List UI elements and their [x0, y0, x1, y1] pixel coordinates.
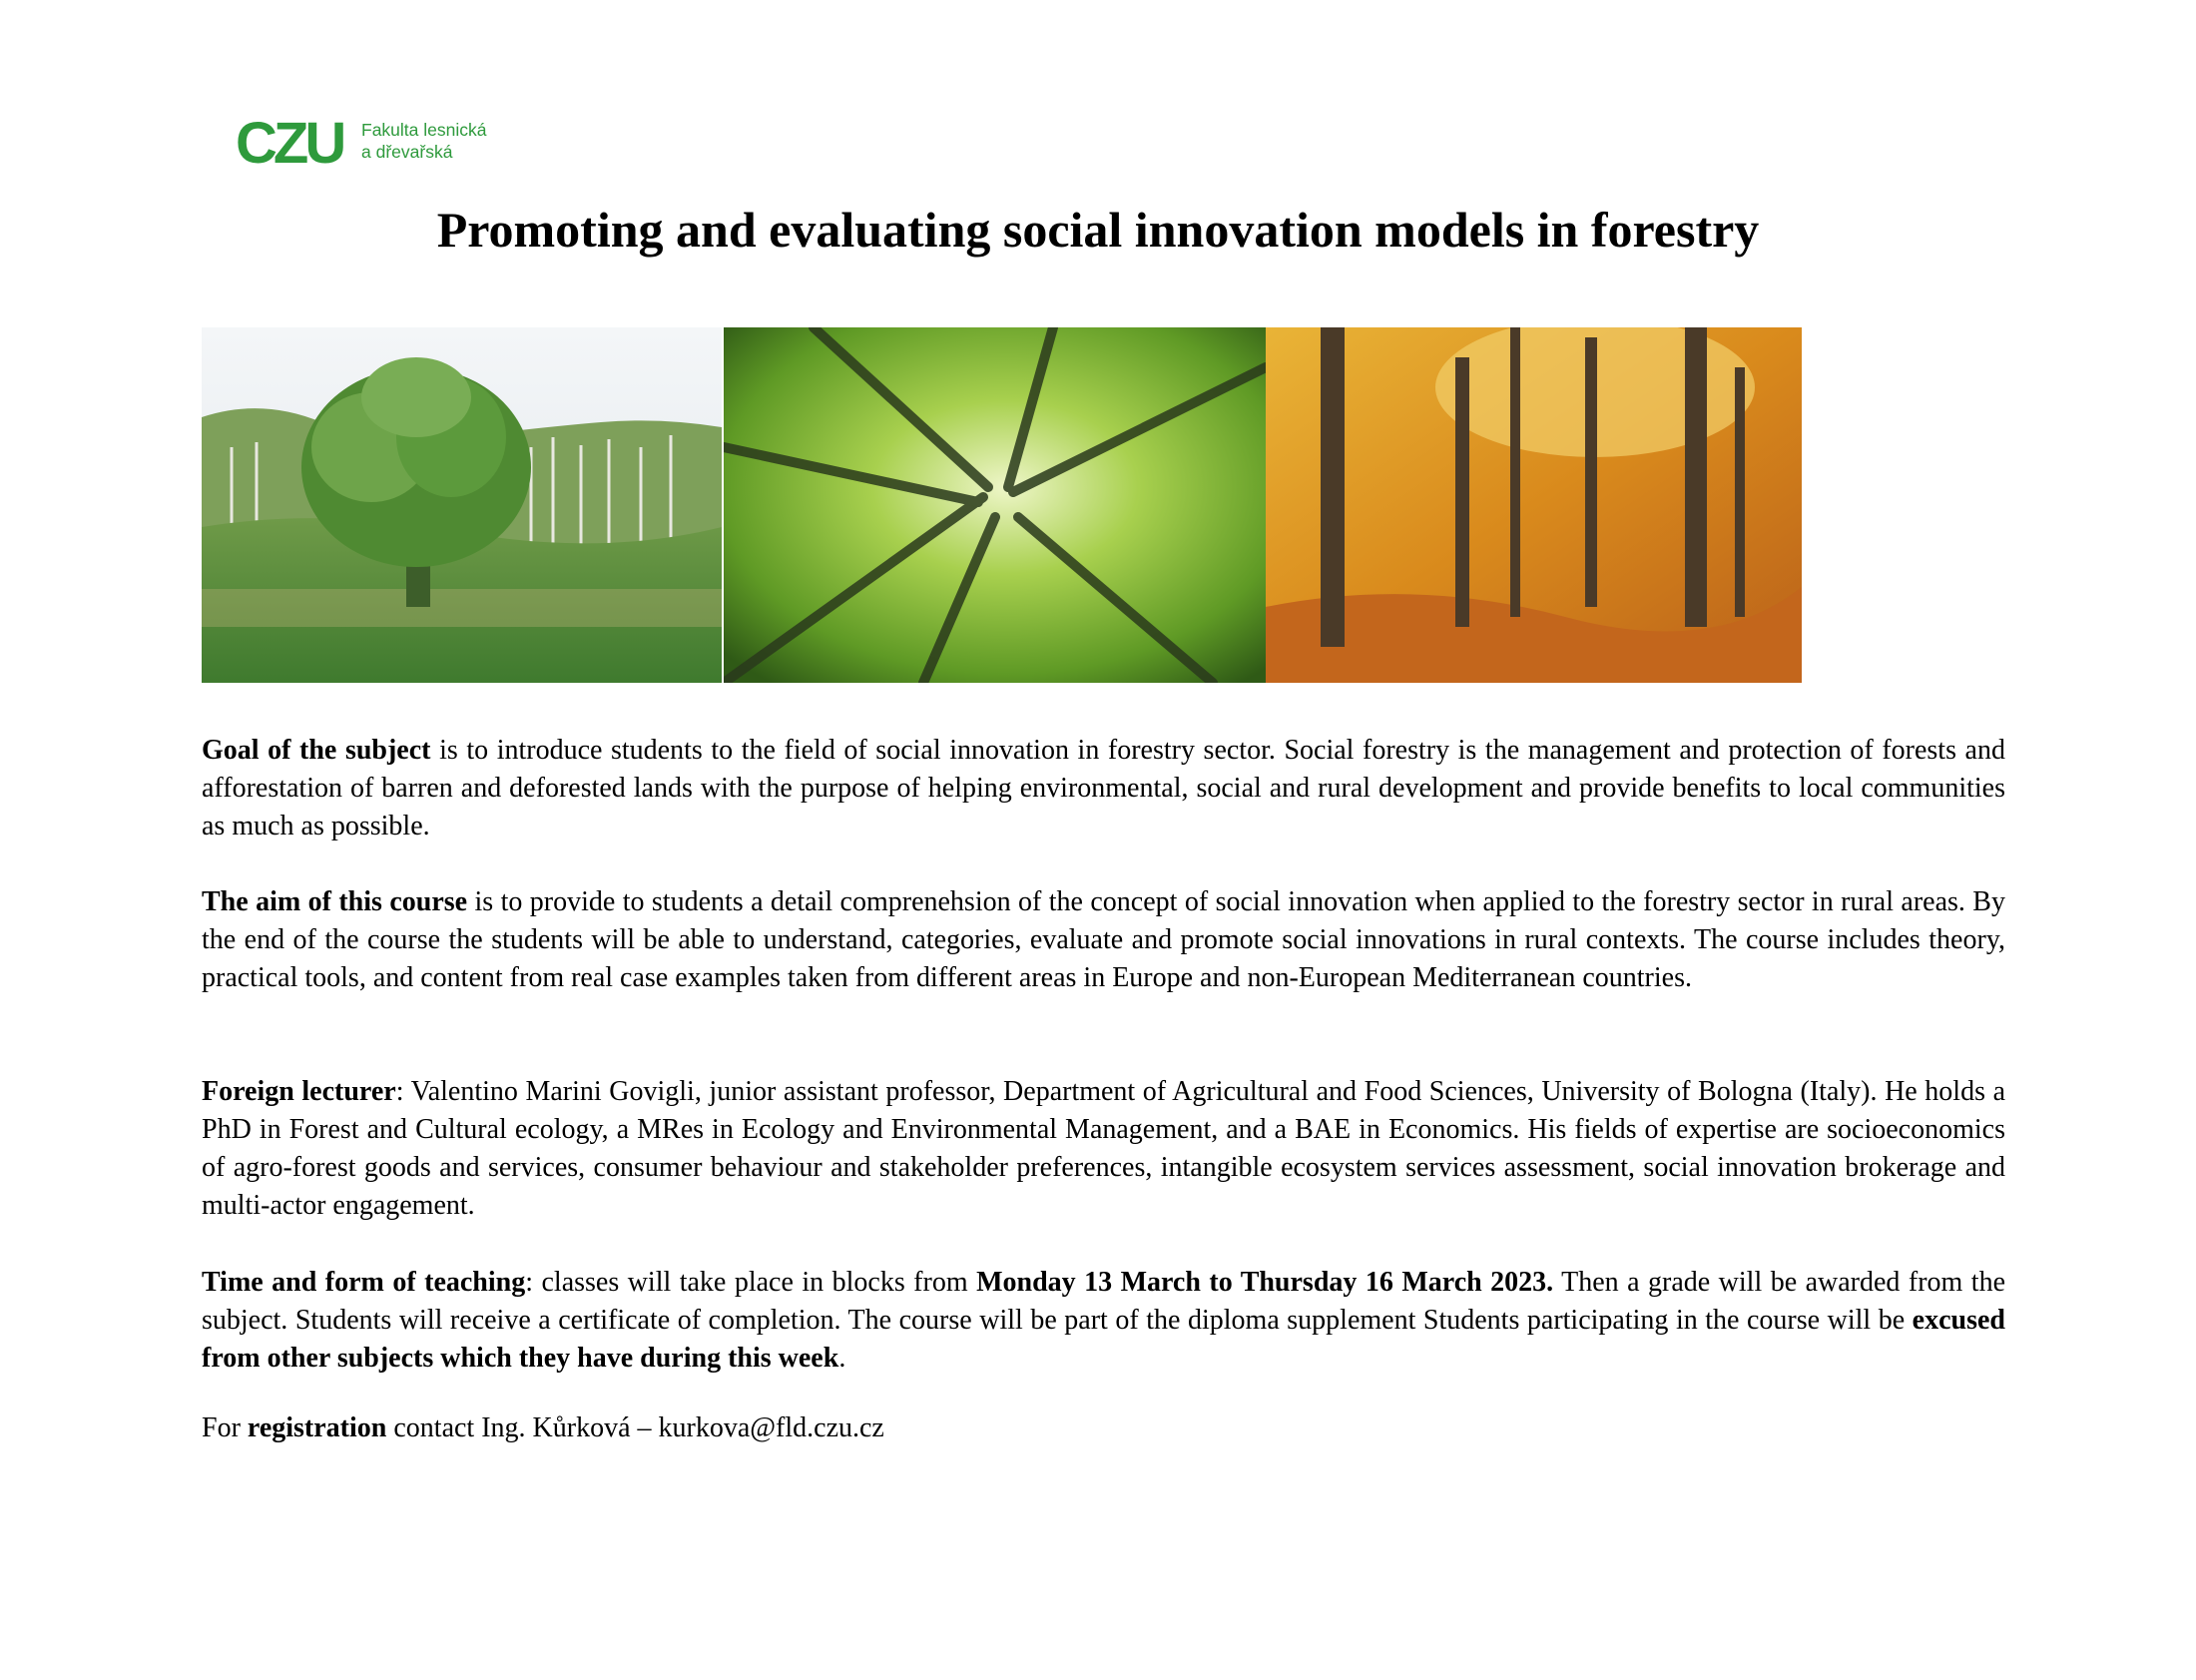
- photo-lone-tree: [202, 327, 722, 683]
- faculty-name: [361, 119, 486, 163]
- excused-note: excused from other subjects which they have during this week: [202, 1305, 2005, 1374]
- aim-paragraph: [202, 883, 2005, 997]
- aim-lead: The aim of this course: [202, 886, 468, 917]
- registration-pre: For: [202, 1412, 248, 1443]
- photo-strip: [202, 327, 1802, 683]
- faculty-logo: [236, 113, 486, 169]
- aim-text: is to provide to students a detail comprenehsion of the concept of social innovation when applied to the forestry sector in rural areas. By the end of the course the students will be able to understand, categories, evaluate and promote social innovations in rural contexts. The course includes theory, practical tools, and content from real case examples taken from different areas in Europe and non-European Mediterranean countries.: [202, 886, 2005, 993]
- course-dates: Monday 13 March to Thursday 16 March 2023.: [976, 1267, 1554, 1298]
- registration-contact: contact Ing. Kůrková – kurkova@fld.czu.cz: [386, 1412, 884, 1443]
- time-lead: Time and form of teaching: [202, 1267, 526, 1298]
- lecturer-paragraph: [202, 1073, 2005, 1225]
- logo-mark-text: CZU: [236, 113, 343, 169]
- time-text1: : classes will take place in blocks from: [525, 1267, 977, 1298]
- time-paragraph: [202, 1264, 2005, 1378]
- goal-paragraph: [202, 732, 2005, 845]
- goal-text: is to introduce students to the field of social innovation in forestry sector. Social forestry is the management and protection of forests and afforestation of barren and deforested lands with the purpose of helping environmental, social and rural development and provide benefits to local communities as much as possible.: [202, 735, 2005, 841]
- registration-bold: registration: [247, 1412, 387, 1443]
- lecturer-text: : Valentino Marini Govigli, junior assistant professor, Department of Agricultural and Food Sciences, University of Bologna (Italy). He holds a PhD in Forest and Cultural ecology, a MRes in Ecology and Environmental Management, and a BAE in Economics. His fields of expertise are socioeconomics of agro-forest goods and services, consumer behaviour and stakeholder preferences, intangible ecosystem services assessment, social innovation brokerage and multi-actor engagement.: [202, 1076, 2005, 1221]
- lecturer-lead: Foreign lecturer: [202, 1076, 396, 1107]
- page-title: Promoting and evaluating social innovation models in forestry: [436, 202, 1760, 258]
- registration-line: [202, 1409, 2005, 1447]
- photo-autumn-forest: [1266, 327, 1802, 683]
- faculty-name-line2: a dřevařská: [361, 142, 453, 162]
- time-text2: Then a grade will be awarded from the subject. Students will receive a certificate of completion. The course will be part of the diploma supplement Students participating in the course will be: [202, 1267, 2005, 1336]
- goal-lead: Goal of the subject: [202, 735, 431, 766]
- photo-canopy: [724, 327, 1266, 683]
- czu-logo-mark: [236, 113, 347, 169]
- time-end: .: [838, 1343, 846, 1374]
- faculty-name-line1: Fakulta lesnická: [361, 120, 487, 140]
